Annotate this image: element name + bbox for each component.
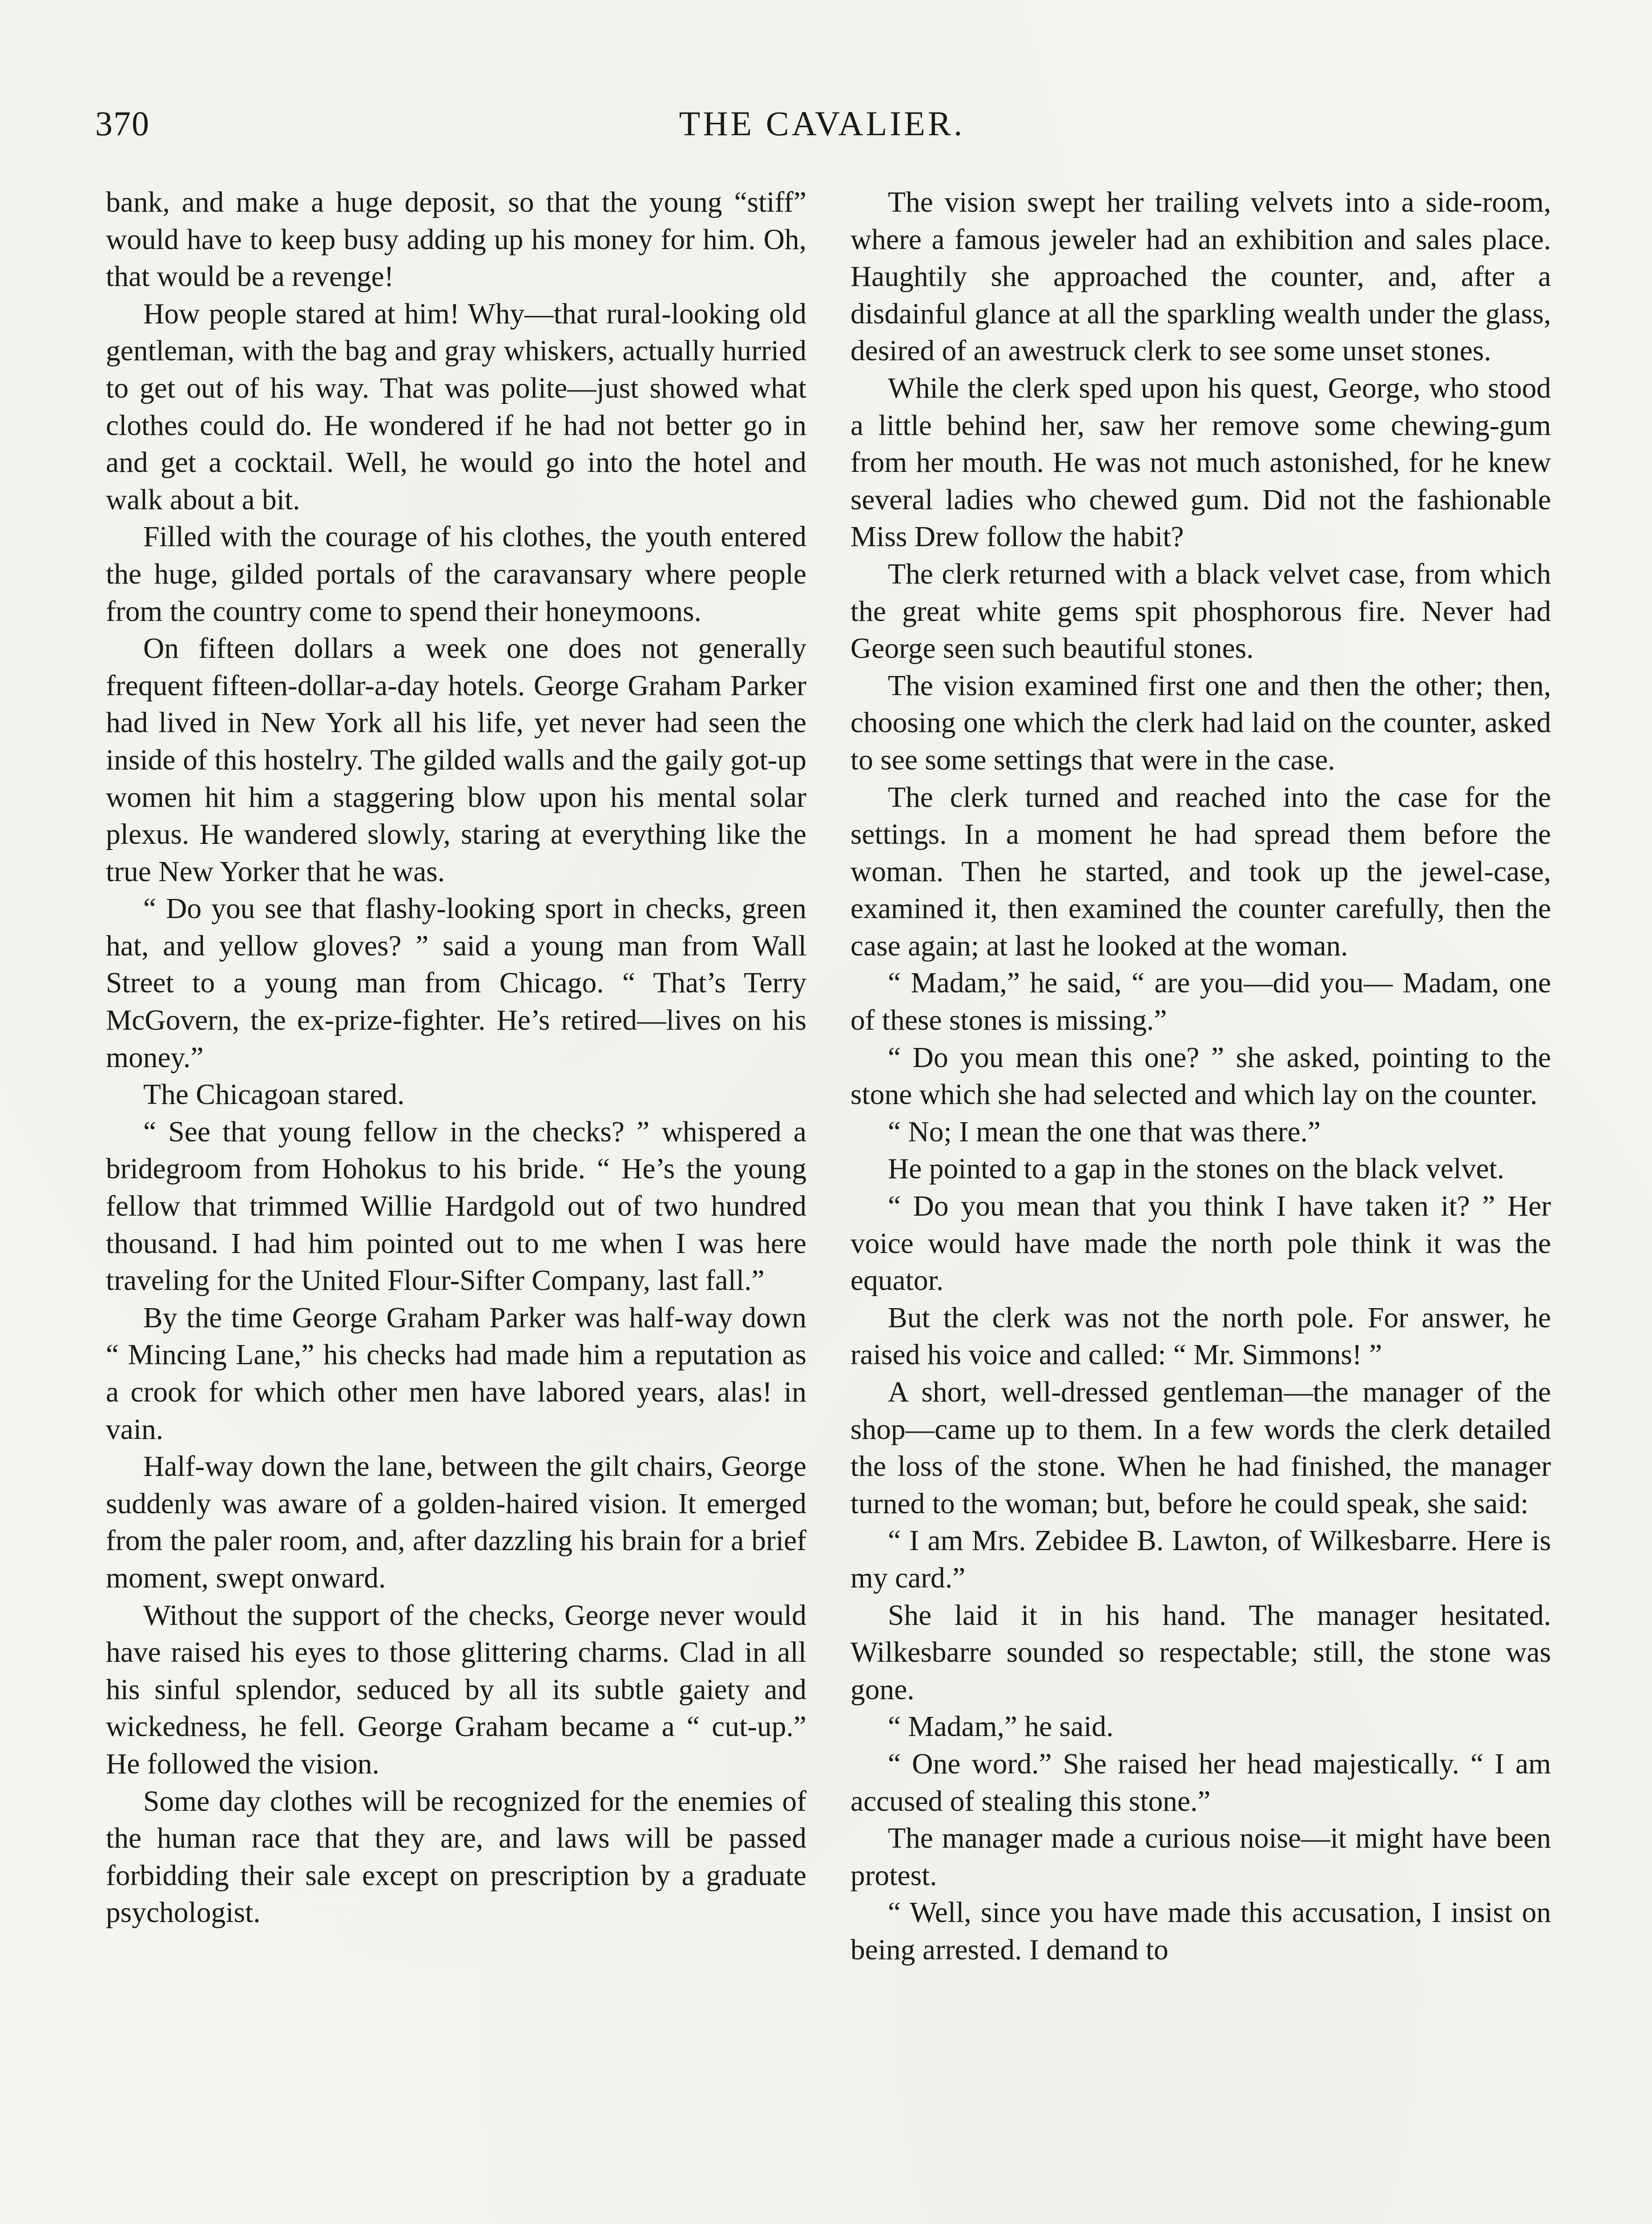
paragraph: Without the support of the checks, George never would have raised his eyes to those glittering charms. Clad in all his sinful splendor, seduced by all its subtle gaiety and wickedness, he fell. George Graham became a “ cut-up.” He followed the vision. — [106, 1599, 806, 1780]
paragraph: The clerk turned and reached into the case for the settings. In a moment he had spread them before the woman. Then he started, and took up the jewel-case, examined it, then examined the counter carefully, then the case again; at last he looked at the woman. — [850, 781, 1551, 962]
paragraph: bank, and make a huge deposit, so that the young “stiff” would have to keep busy adding up his money for him. Oh, that would be a revenge! — [106, 186, 806, 293]
paragraph: The manager made a curious noise—it might have been protest. — [850, 1822, 1551, 1892]
running-title: THE CAVALIER. — [679, 104, 965, 143]
page-header — [95, 101, 1549, 155]
paragraph: But the clerk was not the north pole. For answer, he raised his voice and called: “ Mr. Simmons! ” — [850, 1301, 1551, 1371]
paragraph: “ Madam,” he said. — [888, 1711, 1114, 1743]
page-number: 370 — [95, 104, 150, 143]
paragraph: “ Well, since you have made this accusation, I insist on being arrested. I demand to — [850, 1897, 1551, 1966]
paragraph: The Chicagoan stared. — [143, 1079, 405, 1111]
paragraph: A short, well-dressed gentleman—the manager of the shop—came up to them. In a few words the clerk detailed the loss of the stone. When he had finished, the manager turned to the woman; but, before he could speak, she said: — [850, 1376, 1551, 1520]
paragraph: “ Madam,” he said, “ are you—did you— Madam, one of these stones is missing.” — [850, 967, 1551, 1037]
paragraph: “ See that young fellow in the checks? ” whispered a bridegroom from Hohokus to his bride. “ He’s the young fellow that trimmed Willie Hardgold out of two hundred thousand. I had him pointed out to me when I was here traveling for the United Flour-Sifter Company, last fall.” — [106, 1116, 806, 1297]
paragraph: “ Do you mean that you think I have taken it? ” Her voice would have made the north pole think it was the equator. — [850, 1190, 1551, 1297]
paragraph: While the clerk sped upon his quest, George, who stood a little behind her, saw her remove some chewing-gum from her mouth. He was not much astonished, for he knew several ladies who chewed gum. Did not the fashionable Miss Drew follow the habit? — [850, 372, 1551, 553]
paragraph: By the time George Graham Parker was half-way down “ Mincing Lane,” his checks had made him a reputation as a crook for which other men have labored years, alas! in vain. — [106, 1301, 806, 1446]
paragraph: He pointed to a gap in the stones on the black velvet. — [888, 1153, 1505, 1185]
paragraph: The clerk returned with a black velvet case, from which the great white gems spit phosphorous fire. Never had George seen such beautiful stones. — [850, 558, 1551, 665]
paragraph: Some day clothes will be recognized for the enemies of the human race that they are, and laws will be passed forbidding their sale except on prescription by a graduate psychologist. — [106, 1785, 806, 1929]
paragraph: “ No; I mean the one that was there.” — [888, 1116, 1321, 1148]
paragraph: The vision swept her trailing velvets into a side-room, where a famous jeweler had an exhibition and sales place. Haughtily she approached the counter, and, after a disdainful glance at all the sparkling wealth under the glass, desired of an awestruck clerk to see some unset stones. — [850, 186, 1551, 367]
paragraph: Filled with the courage of his clothes, the youth entered the huge, gilded portals of the caravansary where people from the country come to spend their honeymoons. — [106, 521, 806, 628]
paragraph: “ Do you see that flashy-looking sport in checks, green hat, and yellow gloves? ” said a young man from Wall Street to a young man from Chicago. “ That’s Terry McGovern, the ex-prize-fighter. He’s retired—lives on his money.” — [106, 893, 806, 1074]
paragraph: The vision examined first one and then the other; then, choosing one which the clerk had laid on the counter, asked to see some settings that were in the case. — [850, 669, 1551, 776]
right-text-column — [850, 184, 1551, 2224]
paragraph: She laid it in his hand. The manager hesitated. Wilkesbarre sounded so respectable; still, the stone was gone. — [850, 1599, 1551, 1706]
paragraph: Half-way down the lane, between the gilt chairs, George suddenly was aware of a golden-haired vision. It emerged from the paler room, and, after dazzling his brain for a brief moment, swept onward. — [106, 1450, 806, 1594]
paragraph: On fifteen dollars a week one does not generally frequent fifteen-dollar-a-day hotels. George Graham Parker had lived in New York all his life, yet never had seen the inside of this hostelry. The gilded walls and the gaily got-up women hit him a staggering blow upon his mental solar plexus. He wandered slowly, staring at everything like the true New Yorker that he was. — [106, 633, 806, 888]
paragraph: How people stared at him! Why—that rural-looking old gentleman, with the bag and gray whiskers, actually hurried to get out of his way. That was polite—just showed what clothes could do. He wondered if he had not better go in and get a cocktail. Well, he would go into the hotel and walk about a bit. — [106, 298, 806, 516]
paragraph: “ One word.” She raised her head majestically. “ I am accused of stealing this stone.” — [850, 1748, 1551, 1817]
paragraph: “ Do you mean this one? ” she asked, pointing to the stone which she had selected and which lay on the counter. — [850, 1041, 1551, 1111]
left-text-column — [106, 184, 806, 2224]
paragraph: “ I am Mrs. Zebidee B. Lawton, of Wilkesbarre. Here is my card.” — [850, 1525, 1551, 1594]
